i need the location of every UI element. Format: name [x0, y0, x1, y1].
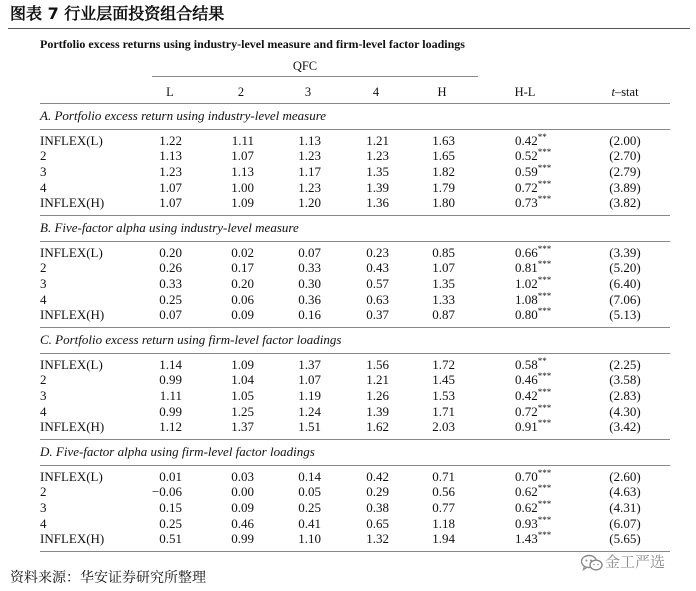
cell-value: 1.56	[366, 356, 389, 372]
h-l-cell	[515, 404, 585, 420]
h-l-value: 0.73	[515, 195, 538, 211]
cell-value: 0.77	[432, 499, 455, 515]
h-l-cell	[515, 164, 585, 180]
cell-value: 1.37	[298, 356, 321, 372]
table-row	[40, 419, 670, 435]
significance-stars: ***	[537, 483, 552, 494]
t-stat-value: (2.83)	[609, 387, 641, 403]
h-l-value: 0.42	[515, 132, 538, 148]
cell-value: 0.46	[231, 515, 254, 531]
cell-value: 1.07	[159, 195, 182, 211]
column-header-t-stat	[595, 84, 655, 100]
cell-value: 0.36	[298, 291, 321, 307]
table-row	[40, 357, 670, 373]
cell-value: 1.11	[231, 132, 254, 148]
significance-stars: ***	[537, 418, 552, 429]
cell-value: 1.45	[432, 372, 455, 388]
row-label: 2	[40, 148, 47, 164]
cell-value: 0.33	[298, 260, 321, 276]
h-l-value: 0.81	[515, 260, 538, 276]
significance-stars: ***	[537, 530, 552, 541]
h-l-value: 0.80	[515, 307, 538, 323]
cell-value: 0.42	[366, 468, 389, 484]
cell-value: 1.07	[298, 372, 321, 388]
cell-value: 1.07	[432, 260, 455, 276]
h-l-cell	[515, 500, 585, 516]
cell-value: 1.72	[432, 356, 455, 372]
cell-value: 1.33	[432, 291, 455, 307]
title-underline	[8, 28, 690, 29]
cell-value: 1.37	[231, 419, 254, 435]
significance-stars: ***	[537, 162, 552, 173]
cell-value: 0.33	[159, 275, 182, 291]
h-l-cell	[515, 307, 585, 323]
cell-value: 0.99	[159, 372, 182, 388]
cell-value: 1.23	[298, 148, 321, 164]
cell-value: 1.23	[298, 179, 321, 195]
column-header-row	[40, 84, 670, 100]
significance-stars: ***	[537, 194, 552, 205]
cell-value: 0.20	[231, 275, 254, 291]
cell-value: 1.14	[159, 356, 182, 372]
h-l-cell	[515, 516, 585, 532]
cell-value: 1.19	[298, 387, 321, 403]
significance-stars: ***	[537, 402, 552, 413]
h-l-value: 1.43	[515, 531, 538, 547]
significance-stars: ***	[537, 274, 552, 285]
h-l-value: 0.66	[515, 244, 538, 260]
row-label: 4	[40, 515, 47, 531]
row-label: INFLEX(L)	[40, 132, 103, 148]
cell-value: 0.17	[231, 260, 254, 276]
cell-value: 1.09	[231, 356, 254, 372]
h-l-value: 0.70	[515, 468, 538, 484]
t-stat-value: (6.40)	[609, 275, 641, 291]
cell-value: 1.82	[432, 163, 455, 179]
cell-value: 1.94	[432, 531, 455, 547]
cell-value: 0.15	[159, 499, 182, 515]
table-row	[40, 133, 670, 149]
row-label: 4	[40, 403, 47, 419]
t-stat-value: (3.42)	[609, 419, 641, 435]
cell-value: 0.43	[366, 260, 389, 276]
column-header-h: H	[437, 85, 447, 99]
cell-value: 0.05	[298, 484, 321, 500]
cell-value: 1.05	[231, 387, 254, 403]
row-label: INFLEX(H)	[40, 531, 105, 547]
panel-rows	[40, 129, 670, 216]
cell-value: 1.53	[432, 387, 455, 403]
cell-value: 1.62	[366, 419, 389, 435]
row-label: 3	[40, 387, 47, 403]
table-bottom-rule	[40, 551, 670, 552]
row-label: 4	[40, 179, 47, 195]
cell-value: 0.87	[432, 307, 455, 323]
h-l-cell	[515, 419, 585, 435]
cell-value: 0.56	[432, 484, 455, 500]
h-l-value: 0.52	[515, 148, 538, 164]
cell-value: 0.37	[366, 307, 389, 323]
table-row	[40, 531, 670, 547]
cell-value: 1.11	[159, 387, 182, 403]
panel-rows	[40, 465, 670, 552]
t-stat-value: (3.39)	[609, 244, 641, 260]
t-stat-value: (4.30)	[609, 403, 641, 419]
row-label: 2	[40, 484, 47, 500]
t-stat-value: (3.82)	[609, 195, 641, 211]
t-stat-value: (4.63)	[609, 484, 641, 500]
h-l-value: 0.58	[515, 356, 538, 372]
cell-value: 1.23	[159, 163, 182, 179]
h-l-cell	[515, 260, 585, 276]
h-l-cell	[515, 180, 585, 196]
cell-value: 1.79	[432, 179, 455, 195]
table-row	[40, 500, 670, 516]
h-l-value: 0.46	[515, 372, 538, 388]
cell-value: 0.03	[231, 468, 254, 484]
h-l-value: 0.62	[515, 484, 538, 500]
cell-value: 1.65	[432, 148, 455, 164]
wechat-icon	[580, 554, 604, 572]
cell-value: 0.57	[366, 275, 389, 291]
cell-value: 1.07	[231, 148, 254, 164]
t-stat-header-rest: –stat	[614, 85, 639, 99]
cell-value: 0.30	[298, 275, 321, 291]
table-row	[40, 372, 670, 388]
cell-value: 1.39	[366, 403, 389, 419]
h-l-value: 0.93	[515, 515, 538, 531]
cell-value: 1.35	[366, 163, 389, 179]
h-l-value: 1.02	[515, 275, 538, 291]
cell-value: 1.00	[231, 179, 254, 195]
cell-value: 1.63	[432, 132, 455, 148]
cell-value: 1.26	[366, 387, 389, 403]
cell-value: 0.16	[298, 307, 321, 323]
h-l-cell	[515, 372, 585, 388]
h-l-value: 1.08	[515, 291, 538, 307]
cell-value: 0.65	[366, 515, 389, 531]
row-label: INFLEX(H)	[40, 419, 105, 435]
cell-value: −0.06	[151, 484, 182, 500]
row-label: INFLEX(L)	[40, 244, 103, 260]
significance-stars: ***	[537, 178, 552, 189]
significance-stars: ***	[537, 514, 552, 525]
cell-value: 1.24	[298, 403, 321, 419]
cell-value: 0.07	[298, 244, 321, 260]
t-stat-value: (5.65)	[609, 531, 641, 547]
row-label: 4	[40, 291, 47, 307]
table-row	[40, 404, 670, 420]
cell-value: 0.09	[231, 307, 254, 323]
h-l-cell	[515, 469, 585, 485]
significance-stars: ***	[537, 147, 552, 158]
cell-value: 1.20	[298, 195, 321, 211]
h-l-cell	[515, 133, 585, 149]
h-l-cell	[515, 388, 585, 404]
row-label: INFLEX(L)	[40, 468, 103, 484]
panel-title: D. Five-factor alpha using firm-level factor loadings	[40, 439, 670, 465]
t-stat-value: (3.58)	[609, 372, 641, 388]
h-l-cell	[515, 357, 585, 373]
h-l-cell	[515, 195, 585, 211]
figure-title: 图表 7 行业层面投资组合结果	[10, 4, 225, 23]
cell-value: 1.80	[432, 195, 455, 211]
t-stat-header-italic: t	[611, 85, 615, 99]
column-header-h-l: H-L	[514, 85, 536, 99]
cell-value: 1.13	[159, 148, 182, 164]
cell-value: 1.09	[231, 195, 254, 211]
h-l-value: 0.59	[515, 163, 538, 179]
cell-value: 0.71	[432, 468, 455, 484]
t-stat-value: (2.79)	[609, 163, 641, 179]
cell-value: 1.04	[231, 372, 254, 388]
cell-value: 1.12	[159, 419, 182, 435]
cell-value: 0.41	[298, 515, 321, 531]
cell-value: 0.51	[159, 531, 182, 547]
cell-value: 1.36	[366, 195, 389, 211]
table-row	[40, 388, 670, 404]
cell-value: 1.51	[298, 419, 321, 435]
panel-rows	[40, 241, 670, 328]
table-row	[40, 195, 670, 211]
cell-value: 1.21	[366, 372, 389, 388]
cell-value: 0.01	[159, 468, 182, 484]
table-row	[40, 276, 670, 292]
table-row	[40, 164, 670, 180]
cell-value: 0.20	[159, 244, 182, 260]
h-l-cell	[515, 531, 585, 547]
t-stat-value: (5.13)	[609, 307, 641, 323]
qfc-group-header: QFC	[292, 59, 318, 73]
significance-stars: ***	[537, 371, 552, 382]
cell-value: 2.03	[432, 419, 455, 435]
cell-value: 0.14	[298, 468, 321, 484]
cell-value: 0.06	[231, 291, 254, 307]
cell-value: 1.13	[298, 132, 321, 148]
t-stat-value: (2.70)	[609, 148, 641, 164]
row-label: 3	[40, 163, 47, 179]
cell-value: 1.22	[159, 132, 182, 148]
h-l-value: 0.72	[515, 179, 538, 195]
column-header-l: L	[166, 85, 174, 99]
table-row	[40, 307, 670, 323]
row-label: 3	[40, 499, 47, 515]
panel-rows	[40, 353, 670, 440]
significance-stars: **	[537, 355, 547, 366]
significance-stars: ***	[537, 386, 552, 397]
watermark	[578, 551, 690, 573]
column-header-4: 4	[372, 85, 380, 99]
significance-stars: ***	[537, 306, 552, 317]
table-row	[40, 516, 670, 532]
t-stat-value: (3.89)	[609, 179, 641, 195]
cell-value: 1.23	[366, 148, 389, 164]
cell-value: 1.71	[432, 403, 455, 419]
t-stat-value: (2.00)	[609, 132, 641, 148]
cell-value: 0.25	[159, 515, 182, 531]
column-header-3: 3	[304, 85, 312, 99]
cell-value: 1.10	[298, 531, 321, 547]
table-row	[40, 180, 670, 196]
cell-value: 0.99	[159, 403, 182, 419]
h-l-value: 0.42	[515, 387, 538, 403]
cell-value: 0.38	[366, 499, 389, 515]
h-l-cell	[515, 292, 585, 308]
cell-value: 0.25	[159, 291, 182, 307]
cell-value: 1.39	[366, 179, 389, 195]
cell-value: 1.25	[231, 403, 254, 419]
significance-stars: **	[537, 131, 547, 142]
significance-stars: ***	[537, 243, 552, 254]
significance-stars: ***	[537, 467, 552, 478]
panel-title: A. Portfolio excess return using industry-level measure	[40, 103, 670, 129]
h-l-value: 0.62	[515, 499, 538, 515]
cell-value: 1.18	[432, 515, 455, 531]
cell-value: 0.23	[366, 244, 389, 260]
significance-stars: ***	[537, 290, 552, 301]
row-label: 2	[40, 372, 47, 388]
table-row	[40, 245, 670, 261]
row-label: INFLEX(L)	[40, 356, 103, 372]
table-row	[40, 148, 670, 164]
row-label: 3	[40, 275, 47, 291]
table-row	[40, 469, 670, 485]
cell-value: 0.85	[432, 244, 455, 260]
table-body	[40, 103, 670, 552]
cell-value: 0.09	[231, 499, 254, 515]
cell-value: 1.07	[159, 179, 182, 195]
t-stat-value: (4.31)	[609, 499, 641, 515]
significance-stars: ***	[537, 259, 552, 270]
cell-value: 1.17	[298, 163, 321, 179]
cell-value: 0.25	[298, 499, 321, 515]
t-stat-value: (7.06)	[609, 291, 641, 307]
h-l-value: 0.72	[515, 403, 538, 419]
table-row	[40, 292, 670, 308]
row-label: INFLEX(H)	[40, 195, 105, 211]
panel-title: C. Portfolio excess return using firm-level factor loadings	[40, 327, 670, 353]
t-stat-value: (2.25)	[609, 356, 641, 372]
cell-value: 1.21	[366, 132, 389, 148]
cell-value: 0.26	[159, 260, 182, 276]
source-note: 资料来源：华安证券研究所整理	[10, 570, 206, 586]
watermark-text: 金工严选	[605, 553, 666, 571]
t-stat-value: (5.20)	[609, 260, 641, 276]
table-caption: Portfolio excess returns using industry-level measure and firm-level factor loadings	[40, 37, 465, 51]
h-l-cell	[515, 245, 585, 261]
h-l-cell	[515, 484, 585, 500]
cell-value: 1.32	[366, 531, 389, 547]
panel-title: B. Five-factor alpha using industry-level measure	[40, 215, 670, 241]
h-l-cell	[515, 148, 585, 164]
table-row	[40, 260, 670, 276]
cell-value: 0.63	[366, 291, 389, 307]
row-label: INFLEX(H)	[40, 307, 105, 323]
cell-value: 0.02	[231, 244, 254, 260]
cell-value: 1.35	[432, 275, 455, 291]
significance-stars: ***	[537, 498, 552, 509]
table-row	[40, 484, 670, 500]
column-header-2: 2	[237, 85, 245, 99]
t-stat-value: (2.60)	[609, 468, 641, 484]
row-label: 2	[40, 260, 47, 276]
cell-value: 0.29	[366, 484, 389, 500]
cell-value: 1.13	[231, 163, 254, 179]
cell-value: 0.00	[231, 484, 254, 500]
t-stat-value: (6.07)	[609, 515, 641, 531]
qfc-group-rule	[152, 76, 478, 77]
h-l-value: 0.91	[515, 419, 538, 435]
cell-value: 0.99	[231, 531, 254, 547]
h-l-cell	[515, 276, 585, 292]
cell-value: 0.07	[159, 307, 182, 323]
